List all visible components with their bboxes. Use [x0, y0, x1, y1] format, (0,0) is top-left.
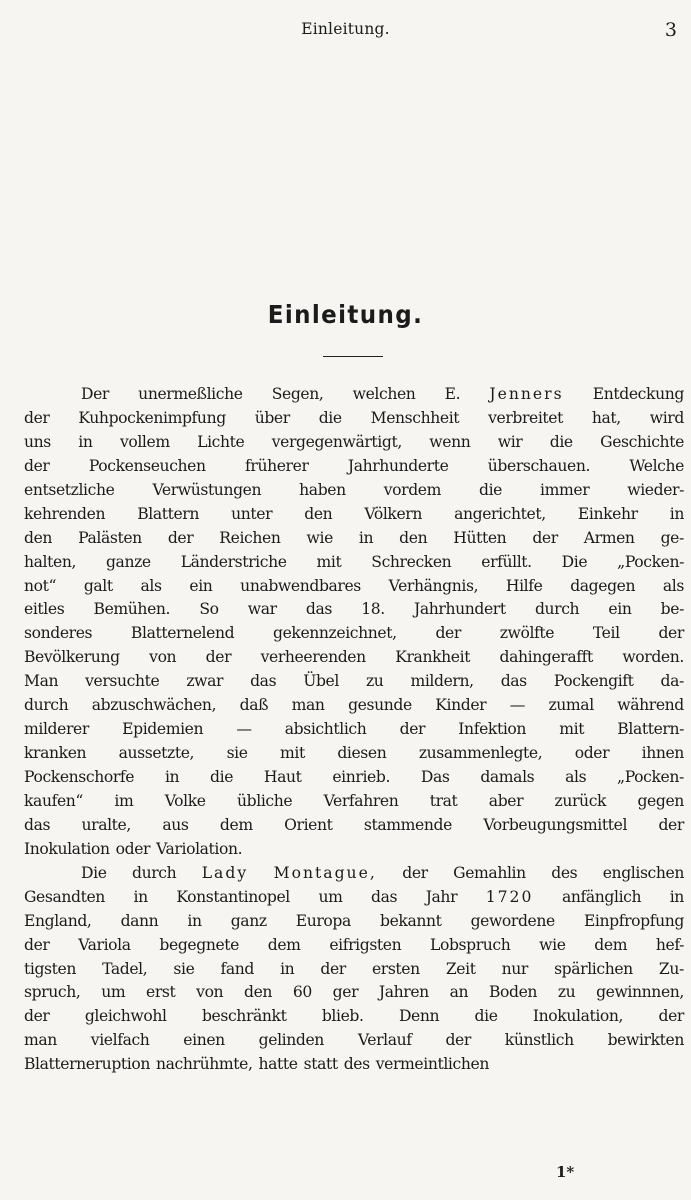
word: ger	[332, 983, 359, 1002]
word: der	[445, 1031, 471, 1050]
word: Krankheit	[395, 648, 471, 667]
word: Jenners	[489, 385, 564, 403]
word: Denn	[398, 1007, 440, 1026]
word: zusammenlegte,	[418, 744, 543, 763]
word: da-	[660, 672, 684, 691]
word: Die	[81, 863, 107, 882]
word: in	[133, 887, 148, 906]
text-line	[24, 431, 684, 455]
word: statt	[303, 1055, 338, 1074]
text-line	[24, 407, 684, 431]
word: 1720	[485, 887, 534, 906]
text-line	[24, 718, 684, 742]
running-title: Einleitung.	[301, 20, 390, 38]
word: künstlich	[504, 1031, 574, 1050]
word: einrieb.	[332, 768, 391, 786]
text-line	[24, 646, 684, 670]
word: vermeintlichen	[375, 1055, 489, 1074]
word: Infektion	[458, 720, 527, 739]
chapter-title: Einleitung.	[267, 300, 424, 329]
word: der	[24, 935, 50, 954]
text-line	[24, 934, 684, 958]
word: E.	[444, 385, 461, 403]
word: gekennzeichnet,	[272, 624, 397, 643]
word: Hilfe	[505, 576, 543, 595]
word: durch	[534, 600, 580, 619]
word: verheerenden	[260, 648, 366, 667]
text-line	[24, 1005, 684, 1029]
word: über	[254, 408, 290, 427]
word: anfänglich	[561, 887, 642, 906]
word: unabwendbares	[240, 576, 361, 595]
word: als	[140, 576, 162, 595]
word: Verlauf	[357, 1031, 412, 1050]
word: der	[658, 815, 684, 834]
word: um	[101, 983, 126, 1002]
word: Menschheit	[370, 408, 460, 427]
word: der	[658, 1007, 684, 1026]
word: von	[196, 983, 224, 1002]
word: versuchte	[85, 672, 160, 691]
word: in	[280, 959, 295, 978]
word: Variola	[78, 935, 131, 954]
word: gewordene	[470, 911, 555, 930]
word: der	[167, 528, 194, 547]
text-line	[24, 551, 684, 575]
word: Man	[24, 672, 59, 691]
word: Völkern	[364, 504, 422, 523]
word: galt	[83, 576, 113, 595]
word: zurück	[554, 791, 607, 810]
word: Die	[561, 552, 588, 571]
word: mit	[316, 552, 342, 571]
word: halten,	[24, 552, 77, 571]
word: vordem	[383, 480, 441, 499]
word: aus	[162, 815, 189, 834]
word: den	[304, 504, 333, 523]
word: während	[617, 696, 684, 715]
word: die	[318, 408, 342, 427]
word: Kuhpockenimpfung	[78, 408, 226, 427]
word: England,	[24, 911, 92, 930]
word: hef-	[655, 935, 684, 954]
word: zwar	[186, 672, 224, 691]
word: der	[205, 648, 232, 667]
word: dahingerafft	[499, 648, 593, 667]
text-line	[24, 479, 684, 503]
word: der	[532, 528, 558, 547]
word: oder	[574, 744, 610, 763]
word: trat	[429, 791, 458, 810]
word: Armen	[583, 528, 635, 547]
word: durch	[131, 863, 177, 882]
text-line	[24, 527, 684, 551]
word: gegen	[637, 791, 684, 810]
word: 60	[292, 983, 312, 1002]
word: Montague,	[273, 863, 377, 882]
word: früherer	[245, 456, 309, 475]
word: Vorbeugungsmittel	[483, 815, 628, 834]
word: eifrigsten	[329, 935, 402, 954]
word: Europa	[295, 911, 351, 930]
word: den	[399, 528, 428, 547]
word: ein	[608, 600, 632, 619]
word: vielfach	[90, 1031, 150, 1050]
word: die	[549, 432, 573, 451]
word: ge-	[660, 528, 684, 547]
word: erst	[146, 983, 176, 1002]
word: milderer	[24, 720, 89, 739]
word: mit	[280, 744, 305, 763]
word: ihnen	[641, 744, 684, 763]
word: der	[320, 959, 346, 978]
text-line	[24, 622, 684, 646]
word: Orient	[284, 815, 333, 834]
text-line	[24, 694, 684, 718]
word: bewirkten	[607, 1031, 684, 1050]
word: man	[24, 1031, 57, 1050]
word: welchen	[352, 385, 416, 403]
word: mildern,	[410, 672, 474, 691]
word: von	[149, 648, 177, 667]
word: der	[24, 456, 50, 475]
word: überschauen.	[487, 456, 591, 475]
word: des	[551, 863, 578, 882]
word: Zu-	[658, 959, 684, 978]
word: Übel	[303, 672, 339, 691]
word: in	[78, 432, 93, 451]
word: Epidemien	[122, 720, 204, 739]
text-line	[24, 766, 684, 790]
word: eitles	[24, 600, 65, 619]
word: 18.	[361, 600, 385, 619]
word: dem	[267, 935, 301, 954]
word: bekannt	[379, 911, 442, 930]
word: ersten	[371, 959, 420, 978]
word: vergegenwärtigt,	[271, 432, 402, 451]
word: So	[199, 600, 219, 619]
word: begegnete	[159, 935, 239, 954]
word: Blatternelend	[130, 624, 235, 643]
word: wieder-	[627, 480, 684, 499]
word: zumal	[548, 696, 594, 715]
word: sie	[173, 959, 195, 978]
word: fand	[220, 959, 254, 978]
word: wie	[306, 528, 333, 547]
word: Verhängnis,	[388, 576, 479, 595]
text-line	[24, 814, 684, 838]
word: den	[24, 528, 53, 547]
word: zwölfte	[499, 624, 555, 643]
title-divider	[323, 356, 383, 357]
word: dann	[120, 911, 159, 930]
word: haben	[299, 480, 346, 499]
word: dem	[594, 935, 628, 954]
word: die	[210, 768, 234, 786]
word: Inokulation,	[532, 1007, 624, 1026]
word: Gemahlin	[453, 863, 526, 882]
word: in	[669, 887, 684, 906]
word: wird	[649, 408, 684, 427]
word: einen	[183, 1031, 225, 1050]
word: in	[358, 528, 374, 547]
word: be-	[660, 600, 684, 619]
word: Pockengift	[553, 672, 634, 691]
word: der	[402, 863, 428, 882]
word: der	[24, 408, 50, 427]
word: Schrecken	[371, 552, 452, 571]
word: Blattern-	[617, 720, 684, 739]
word: Inokulation	[24, 839, 110, 858]
word: das	[371, 887, 398, 906]
word: unermeßliche	[138, 385, 243, 403]
word: vollem	[119, 432, 170, 451]
word: blieb.	[321, 1007, 364, 1026]
word: der	[399, 720, 426, 739]
page-number: 3	[664, 19, 677, 41]
word: das	[500, 672, 527, 691]
word: angerichtet,	[454, 504, 546, 523]
word: Blatterneruption	[24, 1055, 150, 1074]
word: damals	[480, 768, 535, 786]
word: Haut	[263, 768, 302, 786]
text-line	[24, 1053, 684, 1077]
text-line	[24, 670, 684, 694]
word: Hütten	[453, 528, 507, 547]
word: hatte	[258, 1055, 298, 1074]
word: gelinden	[258, 1031, 324, 1050]
word: Länderstriche	[180, 552, 287, 571]
word: Bevölkerung	[24, 648, 120, 667]
word: der	[435, 624, 461, 643]
word: übliche	[237, 791, 293, 810]
word: dem	[219, 815, 253, 834]
word: um	[318, 887, 343, 906]
word: mit	[559, 720, 585, 739]
word: Geschichte	[600, 432, 684, 451]
word: aussetzte,	[118, 744, 195, 763]
word: verbreitet	[488, 408, 563, 427]
word: Teil	[592, 624, 620, 643]
word: aber	[488, 791, 524, 810]
word: Das	[420, 768, 450, 786]
running-head	[0, 20, 691, 44]
word: Der	[81, 385, 109, 403]
word: beschränkt	[201, 1007, 287, 1026]
word: Welche	[629, 456, 684, 475]
word: sonderes	[24, 624, 93, 643]
word: der	[658, 624, 684, 643]
word: nur	[501, 959, 528, 978]
word: spruch,	[24, 983, 81, 1002]
word: Bemühen.	[93, 600, 171, 619]
word: Pockenschorfe	[24, 768, 135, 786]
word: Kinder	[435, 696, 487, 715]
word: kehrenden	[24, 504, 106, 523]
word: im	[114, 791, 134, 810]
word: Entdeckung	[592, 385, 684, 403]
word: absichtlich	[284, 720, 367, 739]
word: das	[250, 672, 277, 691]
word: Volke	[164, 791, 206, 810]
word: als	[662, 576, 684, 595]
word: uns	[24, 432, 51, 451]
text-line	[24, 838, 684, 862]
word: erfüllt.	[481, 552, 532, 571]
word: wir	[497, 432, 523, 451]
word: Tadel,	[102, 959, 148, 978]
word: zu	[365, 672, 384, 691]
word: englischen	[602, 863, 684, 882]
word: worden.	[622, 648, 684, 667]
word: Jahren	[378, 983, 429, 1002]
word: als	[565, 768, 587, 786]
word: not“	[24, 576, 57, 595]
word: Lobspruch	[430, 935, 511, 954]
word: der	[24, 1007, 50, 1026]
signature-mark: 1*	[556, 1163, 575, 1181]
word: Verwüstungen	[152, 480, 262, 499]
word: oder	[115, 839, 151, 858]
text-line	[24, 886, 684, 910]
word: „Pocken-	[617, 768, 684, 786]
word: zu	[557, 983, 576, 1002]
body-text	[24, 383, 684, 1077]
word: Lichte	[197, 432, 245, 451]
word: das	[305, 600, 332, 619]
word: gewinnnen,	[596, 983, 684, 1002]
word: Variolation.	[156, 839, 243, 858]
word: spärlichen	[554, 959, 633, 978]
word: man	[291, 696, 325, 715]
word: des	[343, 1055, 370, 1074]
word: diesen	[337, 744, 387, 763]
word: —	[236, 720, 252, 739]
text-line	[24, 575, 684, 599]
text-line	[24, 862, 684, 886]
text-line	[24, 742, 684, 766]
word: gleichwohl	[84, 1007, 167, 1026]
text-line	[24, 383, 684, 407]
word: durch	[24, 696, 69, 715]
word: an	[449, 983, 469, 1002]
word: wie	[539, 935, 566, 954]
word: war	[247, 600, 277, 619]
word: Jahrhundert	[414, 600, 506, 619]
word: kaufen“	[24, 791, 84, 810]
word: Lady	[201, 863, 249, 882]
word: Pockenseuchen	[88, 456, 206, 475]
word: Gesandten	[24, 887, 105, 906]
text-line	[24, 1029, 684, 1053]
word: Zeit	[445, 959, 476, 978]
word: tigsten	[24, 959, 76, 978]
text-line	[24, 910, 684, 934]
word: Palästen	[78, 528, 142, 547]
word: gesunde	[348, 696, 412, 715]
word: „Pocken-	[617, 552, 684, 571]
word: in	[669, 504, 684, 523]
text-line	[24, 981, 684, 1005]
word: Reichen	[219, 528, 281, 547]
word: abzuschwächen,	[91, 696, 217, 715]
word: unter	[231, 504, 273, 523]
word: Segen,	[271, 385, 324, 403]
word: hat,	[591, 408, 621, 427]
word: Konstantinopel	[176, 887, 290, 906]
word: nachrühmte,	[156, 1055, 253, 1074]
word: den	[243, 983, 273, 1002]
text-line	[24, 455, 684, 479]
word: dagegen	[570, 576, 636, 595]
word: in	[187, 911, 202, 930]
word: die	[479, 480, 502, 499]
word: sie	[226, 744, 248, 763]
word: wenn	[429, 432, 471, 451]
text-line	[24, 503, 684, 527]
text-line	[24, 958, 684, 982]
word: Jahrhunderte	[347, 456, 449, 475]
word: die	[474, 1007, 498, 1026]
word: ganz	[230, 911, 267, 930]
word: Einpfropfung	[583, 911, 684, 930]
word: das	[24, 815, 51, 834]
word: immer	[540, 480, 590, 499]
word: ganze	[105, 552, 151, 571]
word: Blattern	[137, 504, 200, 523]
text-line	[24, 598, 684, 622]
word: entsetzliche	[24, 480, 115, 499]
word: kranken	[24, 744, 87, 763]
word: Jahr	[425, 887, 458, 906]
word: in	[164, 768, 180, 786]
word: stammende	[363, 815, 452, 834]
word: Einkehr	[577, 504, 638, 523]
word: daß	[239, 696, 269, 715]
word: Boden	[488, 983, 538, 1002]
text-line	[24, 790, 684, 814]
word: uralte,	[81, 815, 131, 834]
word: ein	[189, 576, 213, 595]
word: Verfahren	[323, 791, 399, 810]
word: —	[509, 696, 525, 715]
